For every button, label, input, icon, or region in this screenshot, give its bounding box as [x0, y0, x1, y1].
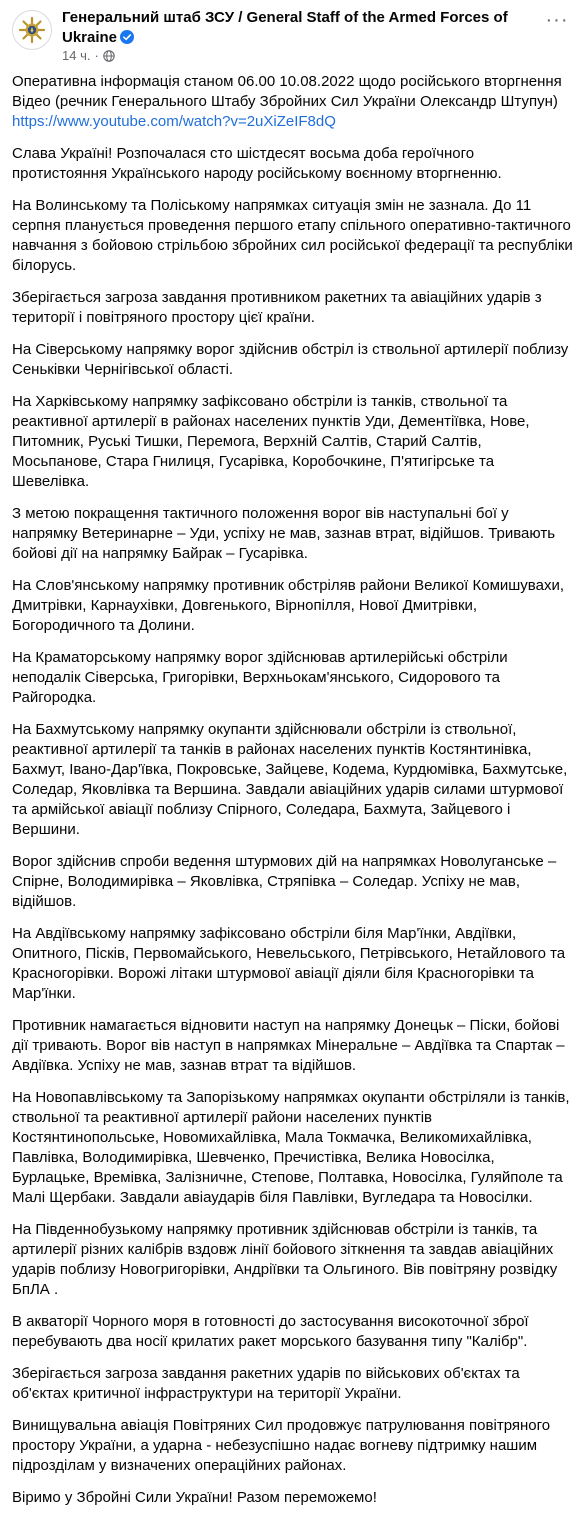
post-paragraph: Віримо у Збройні Сили України! Разом переможемо!: [12, 1489, 377, 1506]
post-paragraph: На Краматорському напрямку ворог здійснював артилерійські обстріли неподалік Сіверська, Григорівки, Верхньокам'янського, Сидорового та Райгородка.: [12, 649, 508, 706]
more-options-icon[interactable]: ···: [545, 9, 569, 31]
post-paragraph: На Південнобузькому напрямку противник здійснював обстріли із танків, та артилерії різних калібрів вздовж лінії бойового зіткнення та завдав авіаційних ударів поблизу Новогригорівки, Андріївки та Ольгиного. Вів повітряну розвідку БпЛА .: [12, 1221, 558, 1298]
emblem-icon: [17, 15, 47, 45]
author-name-text[interactable]: Генеральний штаб ЗСУ / General Staff of the Armed Forces of Ukraine: [62, 9, 508, 46]
post-paragraph: На Харківському напрямку зафіксовано обстріли із танків, ствольної та реактивної артилерії в районах населених пунктів Уди, Дементіївка, Нове, Питомник, Руські Тишки, Перемога, Верхній Салтів, Старий Салтів, Мосьпанове, Стара Гнилиця, Гусарівка, Коробочкине, П'ятигірське та Шевелівка.: [12, 393, 530, 490]
video-link[interactable]: https://www.youtube.com/watch?v=2uXiZeIF8dQ: [12, 113, 336, 130]
post-text: [12, 72, 573, 1520]
post-meta: [62, 48, 115, 64]
post-paragraph: Слава Україні! Розпочалася сто шістдесят восьма доба героїчного протистояння Українського народу російському воєнному вторгненню.: [12, 145, 502, 182]
post-paragraph: Зберігається загроза завдання противником ракетних та авіаційних ударів з території і повітряного простору цієї країни.: [12, 289, 542, 326]
globe-icon[interactable]: [103, 50, 115, 62]
post-paragraph: В акваторії Чорного моря в готовності до застосування високоточної зброї перебувають два носії крилатих ракет морського базування типу "Калібр".: [12, 1313, 529, 1350]
post-timestamp[interactable]: 14 ч.: [62, 48, 91, 63]
post-paragraph: З метою покращення тактичного положення ворог вів наступальні бої у напрямку Ветеринарне – Уди, успіху не мав, зазнав втрат, відійшов. Тривають бойові дії на напрямку Байрак – Гусарівка.: [12, 505, 556, 562]
post-paragraph: На Авдіївському напрямку зафіксовано обстріли біля Мар'їнки, Авдіївки, Опитного, Пісків, Первомайського, Невельського, Петрівського, Нетайлового та Красногорівки. Ворожі літаки штурмової авіації діяли біля Красногорівки та Мар'їнки.: [12, 925, 566, 1002]
post-header: [12, 8, 571, 66]
post-paragraph: На Новопавлівському та Запорізькому напрямках окупанти обстріляли із танків, ствольної та реактивної артилерії райони населених пунктів Костянтинопольське, Новомихайлівка, Мала Токмачка, Великомихайлівка, Павлівка, Володимирівка, Шевченко, Пречистівка, Велика Новосілка, Бурлацьке, Времівка, Залізничне, Степове, Полтавка, Новосілка, Гуляйполе та Малі Щербаки. Завдали авіаударів біля Павлівки, Вугледара та Новосілки.: [12, 1089, 570, 1206]
post-paragraph: Ворог здійснив спроби ведення штурмових дій на напрямках Новолуганське – Спірне, Володимирівка – Яковлівка, Стряпівка – Соледар. Успіху не мав, відійшов.: [12, 853, 557, 910]
post-paragraph: На Слов'янському напрямку противник обстріляв райони Великої Комишувахи, Дмитрівки, Карнаухівки, Довгенького, Вірнопілля, Нової Дмитрівки, Богородичного та Долини.: [12, 577, 564, 634]
post-paragraph: На Волинському та Поліському напрямках ситуація змін не зазнала. До 11 серпня планується проведення першого етапу спільного оперативно-тактичного навчання з бойовою стрільбою збройних сил російської федерації та республіки білорусь.: [12, 197, 573, 274]
verified-badge-icon: [120, 30, 134, 44]
author-name[interactable]: [62, 8, 529, 48]
post-paragraph: Винищувальна авіація Повітряних Сил продовжує патрулювання повітряного простору України, а ударна - небезуспішно надає вогневу підтримку нашим підрозділам у визначених операційних районах.: [12, 1417, 551, 1474]
emblem-icon[interactable]: [12, 10, 52, 50]
post-paragraph: Зберігається загроза завдання ракетних ударів по військових об'єктах та об'єктах критичної інфраструктури на території України.: [12, 1365, 520, 1402]
intro-line-1: Оперативна інформація станом 06.00 10.08.2022 щодо російського вторгнення: [12, 73, 562, 90]
post-paragraph: На Сіверському напрямку ворог здійснив обстріл із ствольної артилерії поблизу Сеньківки Чернігівської області.: [12, 341, 569, 378]
post-paragraph: На Бахмутському напрямку окупанти здійснювали обстріли із ствольної, реактивної артилерії та танків в районах населених пунктів Костянтинівка, Бахмут, Івано-Дар'ївка, Покровське, Зайцеве, Кодема, Курдюмівка, Бахмутське, Соледар, Яковлівка та Вершина. Завдали авіаційних ударів силами штурмової та армійської авіації поблизу Спірного, Соледара, Бахмута, Зайцевого і Вершини.: [12, 721, 568, 838]
post-paragraph: Противник намагається відновити наступ на напрямку Донецьк – Піски, бойові дії тривають. Ворог вів наступ в напрямках Мінеральне – Авдіївка та Спартак – Авдіївка. Успіху не мав, зазнав втрат та відійшов.: [12, 1017, 565, 1074]
intro-line-2: Відео (речник Генерального Штабу Збройних Сил України Олександр Штупун): [12, 93, 558, 110]
meta-separator: ·: [94, 48, 99, 63]
post-intro: [12, 72, 573, 132]
